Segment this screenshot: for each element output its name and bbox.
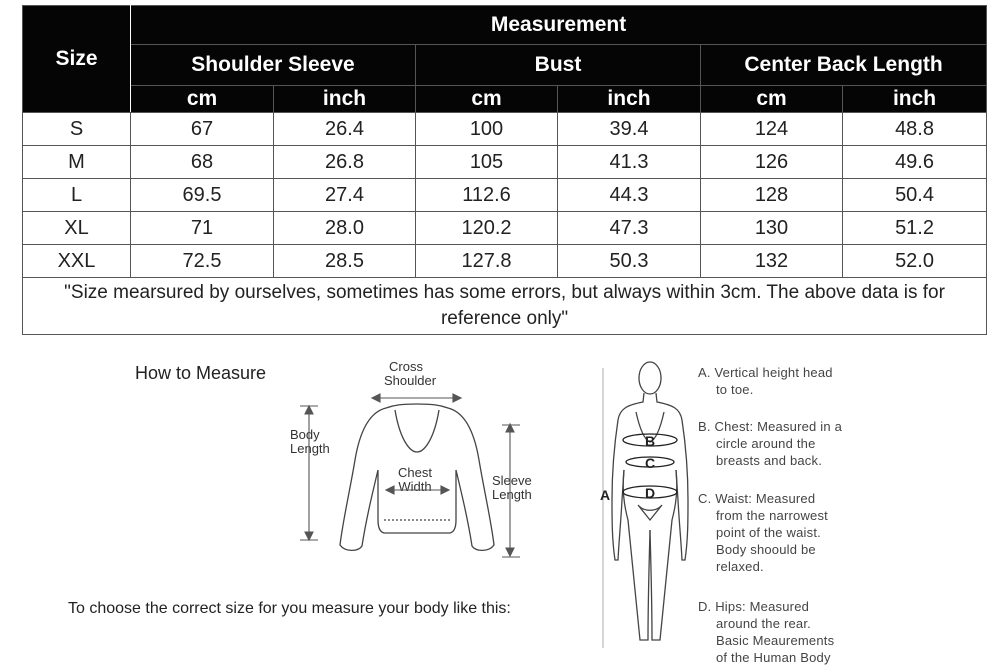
table-cell: 50.3 xyxy=(558,245,701,278)
table-cell: 39.4 xyxy=(558,113,701,146)
unit-header: inch xyxy=(274,86,416,113)
table-cell: 26.4 xyxy=(274,113,416,146)
legend-item-c xyxy=(698,490,828,575)
size-column-header: Size xyxy=(23,6,131,113)
size-cell: XL xyxy=(23,212,131,245)
group-header-bust: Bust xyxy=(416,45,701,86)
marker-b: B xyxy=(645,433,656,449)
how-to-measure-title: How to Measure xyxy=(135,363,267,383)
size-cell: S xyxy=(23,113,131,146)
unit-header: cm xyxy=(131,86,274,113)
table-cell: 105 xyxy=(416,146,558,179)
legend-line: circle around the xyxy=(716,436,816,451)
table-cell: 44.3 xyxy=(558,179,701,212)
measurement-note: "Size mearsured by ourselves, sometimes has some errors, but always within 3cm. The above data is for reference only" xyxy=(23,278,987,335)
unit-header: inch xyxy=(843,86,987,113)
table-cell: 49.6 xyxy=(843,146,987,179)
table-cell: 112.6 xyxy=(416,179,558,212)
cross-shoulder-label-line: Cross xyxy=(389,359,423,374)
unit-header: inch xyxy=(558,86,701,113)
marker-a: A xyxy=(600,487,611,503)
legend-item-a xyxy=(698,364,833,398)
legend-line: of the Human Body xyxy=(716,650,831,665)
table-cell: 28.5 xyxy=(274,245,416,278)
group-header-center-back-length: Center Back Length xyxy=(701,45,987,86)
chest-width-label-line: Width xyxy=(398,479,432,494)
table-cell: 124 xyxy=(701,113,843,146)
table-cell: 126 xyxy=(701,146,843,179)
table-cell: 130 xyxy=(701,212,843,245)
table-cell: 51.2 xyxy=(843,212,987,245)
table-cell: 47.3 xyxy=(558,212,701,245)
marker-c: C xyxy=(645,455,656,471)
legend-item-d xyxy=(698,598,834,666)
legend-line: relaxed. xyxy=(716,559,764,574)
legend-line: C. Waist: Measured xyxy=(698,491,816,506)
table-cell: 26.8 xyxy=(274,146,416,179)
table-cell: 68 xyxy=(131,146,274,179)
table-cell: 50.4 xyxy=(843,179,987,212)
table-cell: 128 xyxy=(701,179,843,212)
sleeve-length-label-line: Sleeve xyxy=(492,473,532,488)
legend-line: to toe. xyxy=(716,382,754,397)
table-cell: 127.8 xyxy=(416,245,558,278)
legend-item-b xyxy=(698,418,842,469)
marker-d: D xyxy=(645,485,656,501)
table-cell: 100 xyxy=(416,113,558,146)
legend-line: from the narrowest xyxy=(716,508,828,523)
table-cell: 41.3 xyxy=(558,146,701,179)
instruction-text: To choose the correct size for you measure your body like this: xyxy=(68,600,511,617)
legend-line: B. Chest: Measured in a xyxy=(698,419,843,434)
group-header-shoulder-sleeve: Shoulder Sleeve xyxy=(131,45,416,86)
table-cell: 67 xyxy=(131,113,274,146)
size-cell: M xyxy=(23,146,131,179)
size-cell: XXL xyxy=(23,245,131,278)
body-length-label-line: Length xyxy=(290,441,330,456)
human-body-figure xyxy=(603,362,688,648)
table-cell: 132 xyxy=(701,245,843,278)
table-cell: 69.5 xyxy=(131,179,274,212)
table-cell: 48.8 xyxy=(843,113,987,146)
size-cell: L xyxy=(23,179,131,212)
legend-line: Body shoould be xyxy=(716,542,816,557)
table-cell: 72.5 xyxy=(131,245,274,278)
table-cell: 71 xyxy=(131,212,274,245)
unit-header: cm xyxy=(701,86,843,113)
legend-line: Basic Meaurements xyxy=(716,633,835,648)
table-cell: 52.0 xyxy=(843,245,987,278)
table-cell: 27.4 xyxy=(274,179,416,212)
unit-header: cm xyxy=(416,86,558,113)
cross-shoulder-label-line: Shoulder xyxy=(384,373,437,388)
legend-line: around the rear. xyxy=(716,616,811,631)
table-cell: 28.0 xyxy=(274,212,416,245)
table-cell: 120.2 xyxy=(416,212,558,245)
legend-line: breasts and back. xyxy=(716,453,823,468)
measurement-header: Measurement xyxy=(131,6,987,45)
sleeve-length-label-line: Length xyxy=(492,487,532,502)
chest-width-label-line: Chest xyxy=(398,465,432,480)
sweater-illustration xyxy=(340,404,494,550)
legend-line: A. Vertical height head xyxy=(698,365,833,380)
legend-line: D. Hips: Measured xyxy=(698,599,810,614)
legend-line: point of the waist. xyxy=(716,525,821,540)
body-length-label-line: Body xyxy=(290,427,320,442)
